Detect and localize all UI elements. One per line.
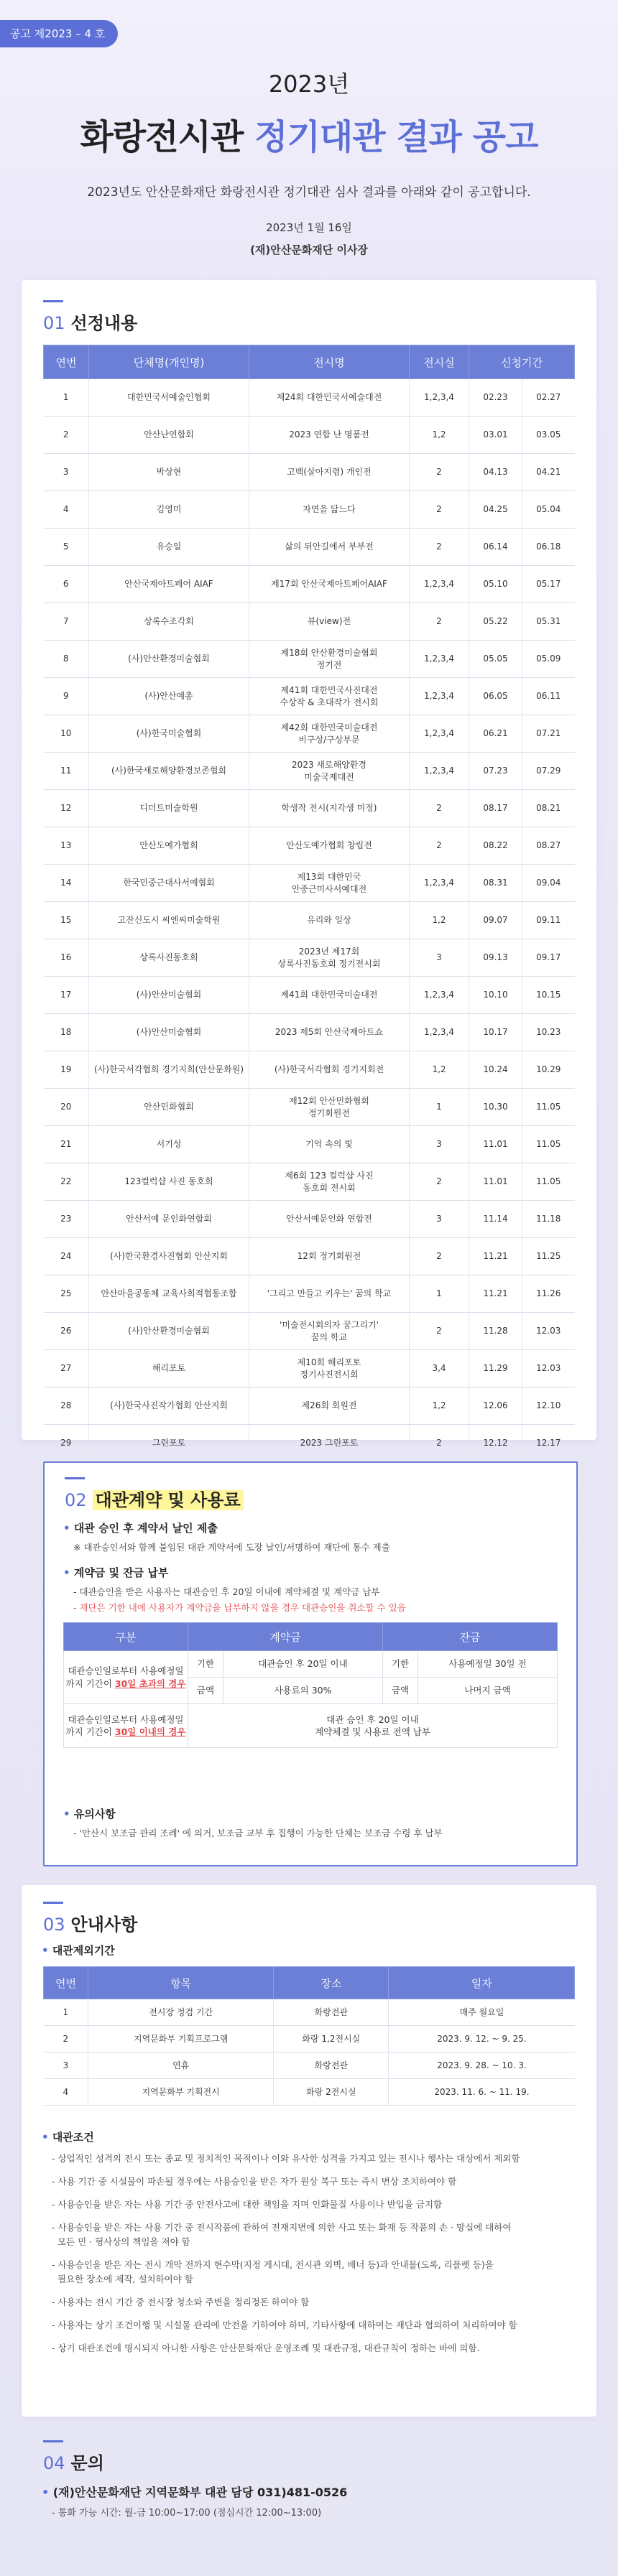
fee-table: [63, 1622, 558, 1748]
table-cell: 11.29: [469, 1350, 522, 1387]
table-cell: 1,2: [410, 417, 469, 454]
condition-item: - 사용승인을 받은 자는 사용 기간 중 전시작품에 관하여 전재지변에 의한 사고 또는 화재 등 작품의 손 · 망실에 대하여: [52, 2222, 512, 2233]
table-cell: 3,4: [410, 1350, 469, 1387]
table-cell: 1,2,3,4: [410, 379, 469, 417]
table-cell: 03.01: [469, 417, 522, 454]
table-row: [44, 1275, 575, 1313]
table-cell: 기억 속의 빛: [249, 1126, 410, 1163]
section3-number: 03: [43, 1915, 65, 1935]
table-cell: 2: [410, 1238, 469, 1275]
table-cell: 2: [410, 1313, 469, 1350]
table-cell: 06.21: [469, 715, 522, 753]
section1-number: 01: [43, 313, 65, 333]
table-row: [44, 1387, 575, 1425]
table-cell: 2023. 11. 6. ~ 11. 19.: [389, 2079, 575, 2106]
payment-note-2: - 재단은 기한 내에 사용자가 계약금을 납부하지 않을 경우 대관승인을 취소할 수 있음: [73, 1602, 406, 1613]
table-cell: 1,2,3,4: [410, 977, 469, 1014]
section1-title-text: 선정내용: [70, 313, 138, 333]
announcement-number-badge: 공고 제2023 – 4 호: [0, 20, 118, 47]
selection-table: [43, 345, 575, 1462]
table-row: [44, 1051, 575, 1089]
announcement-date: 2023년 1월 16일: [266, 221, 352, 234]
table-cell: 매주 월요일: [389, 1999, 575, 2026]
issuer-name: (재)안산문화재단 이사장: [250, 243, 368, 256]
table-cell: 10.10: [469, 977, 522, 1014]
table-cell: 04.25: [469, 491, 522, 529]
table-cell: 제18회 안산환경미술협회 정기전: [249, 641, 410, 678]
section3-title-text: 안내사항: [70, 1915, 138, 1935]
section2-box: [43, 1461, 578, 1866]
table-cell: 02.23: [469, 379, 522, 417]
table-cell: 화랑 2전시실: [274, 2079, 389, 2106]
table-cell: 2: [410, 790, 469, 827]
contact-hours: - 통화 가능 시간: 월-금 10:00~17:00 (점심시간 12:00~13:00): [52, 2508, 322, 2519]
table-cell: 11: [44, 753, 89, 790]
table-row: [44, 1238, 575, 1275]
table-cell: (사)한국서각협회 경기지회(안산문화원): [89, 1051, 249, 1089]
table-cell: 안산도예가협회: [89, 827, 249, 865]
table-cell: 자연을 닮느다: [249, 491, 410, 529]
table-cell: 학생작 전시(지각생 미정): [249, 790, 410, 827]
table-cell: 05.17: [522, 566, 574, 603]
table-cell: 11.01: [469, 1126, 522, 1163]
table-cell: 4: [44, 491, 89, 529]
table-cell: 상록수조각회: [89, 603, 249, 641]
conditions-heading: • 대관조건: [42, 2129, 94, 2144]
table-cell: 제41회 대한민국미술대전: [249, 977, 410, 1014]
table-row: [44, 566, 575, 603]
table-cell: 제24회 대한민국서예술대전: [249, 379, 410, 417]
table-cell: 05.05: [469, 641, 522, 678]
table-cell: 21: [44, 1126, 89, 1163]
table-cell: (사)한국환경사진협회 안산지회: [89, 1238, 249, 1275]
table-cell: 05.31: [522, 603, 574, 641]
table-cell: 09.17: [522, 939, 574, 977]
table-cell: 11.01: [469, 1163, 522, 1201]
notice-heading: • 유의사항: [63, 1806, 116, 1821]
table-cell: 제26회 회원전: [249, 1387, 410, 1425]
table-cell: 2023 새로해양환경 미술국제대전: [249, 753, 410, 790]
fee-row1-label: 대관승인일로부터 사용예정일까지 기간이 30일 초과의 경우: [64, 1651, 188, 1704]
section2-title-text: 대관계약 및 사용료: [93, 1490, 244, 1510]
table-header-cell: 항목: [88, 1967, 274, 1999]
table-cell: 3: [410, 1126, 469, 1163]
table-cell: 1,2,3,4: [410, 641, 469, 678]
table-cell: 08.27: [522, 827, 574, 865]
table-cell: 안산민화협회: [89, 1089, 249, 1126]
table-cell: 그린포토: [89, 1425, 249, 1462]
table-cell: 2023. 9. 12. ~ 9. 25.: [389, 2026, 575, 2052]
section2-title: [65, 1486, 244, 1511]
table-cell: 12.12: [469, 1425, 522, 1462]
table-cell: (사)안산예총: [89, 678, 249, 715]
table-cell: 고백(살아지렴) 개인전: [249, 454, 410, 491]
table-cell: 3: [410, 1201, 469, 1238]
condition-item: - 사용자는 상기 조건이행 및 시설물 관리에 만전을 기하여야 하며, 기타사항에 대하여는 재단과 협의하여 처리하여야 함: [52, 2320, 517, 2330]
table-cell: 08.17: [469, 790, 522, 827]
table-cell: 1,2: [410, 1387, 469, 1425]
table-row: [44, 641, 575, 678]
table-cell: 대한민국서예술인협회: [89, 379, 249, 417]
table-cell: 1,2,3,4: [410, 678, 469, 715]
table-cell: 고잔신도시 씨엔씨미술학원: [89, 902, 249, 939]
table-cell: 2: [410, 827, 469, 865]
table-cell: 17: [44, 977, 89, 1014]
table-cell: 1,2: [410, 1051, 469, 1089]
fee-header-balance: 잔금: [382, 1623, 557, 1651]
payment-heading: • 계약금 및 잔금 납부: [63, 1565, 168, 1580]
table-header-cell: 장소: [274, 1967, 389, 1999]
contract-submission-note: ※ 대관승인서와 함께 붙임된 대관 계약서에 도장 날인/서명하여 재단에 통수 제출: [73, 1542, 390, 1553]
table-row: [44, 1201, 575, 1238]
table-row: [44, 1126, 575, 1163]
fee-cell: 사용예정일 30일 전: [418, 1651, 557, 1678]
fee-header-deposit: 계약금: [188, 1623, 383, 1651]
table-header-cell: 일자: [389, 1967, 575, 1999]
section2-number: 02: [65, 1490, 87, 1510]
condition-item: - 상업적인 성격의 전시 또는 종교 및 정치적인 목적이나 이와 유사한 성격을 가지고 있는 전시나 행사는 대상에서 제외함: [52, 2153, 520, 2164]
table-cell: 9: [44, 678, 89, 715]
hero-year: 2023년: [268, 70, 350, 98]
table-header-cell: 전시실: [410, 345, 469, 379]
section3-title: [43, 1910, 137, 1935]
table-cell: 2: [410, 603, 469, 641]
table-cell: 28: [44, 1387, 89, 1425]
table-cell: 2: [410, 454, 469, 491]
table-cell: 25: [44, 1275, 89, 1313]
table-row: [44, 603, 575, 641]
table-cell: 11.21: [469, 1275, 522, 1313]
table-cell: 06.14: [469, 529, 522, 566]
table-cell: 07.21: [522, 715, 574, 753]
table-cell: 서기성: [89, 1126, 249, 1163]
table-cell: 14: [44, 865, 89, 902]
table-cell: 2: [44, 2026, 88, 2052]
table-row: [44, 939, 575, 977]
table-cell: 안산도예가협회 창립전: [249, 827, 410, 865]
table-cell: 1,2,3,4: [410, 1014, 469, 1051]
table-row: [44, 1014, 575, 1051]
table-cell: (사)안산환경미술협회: [89, 641, 249, 678]
table-cell: 12회 정기회원전: [249, 1238, 410, 1275]
section1-title: [43, 309, 137, 334]
table-row: [44, 1089, 575, 1126]
table-cell: 13: [44, 827, 89, 865]
table-cell: 12.03: [522, 1313, 574, 1350]
table-cell: 12.03: [522, 1350, 574, 1387]
table-cell: 11.14: [469, 1201, 522, 1238]
fee-row2-value: 대관 승인 후 20일 이내 계약체결 및 사용료 전액 납부: [188, 1704, 558, 1748]
table-cell: 2: [44, 417, 89, 454]
table-cell: 1: [44, 379, 89, 417]
table-cell: 12: [44, 790, 89, 827]
conditions-list: [52, 2152, 569, 2354]
table-cell: 2023년 제17회 상록사진동호회 정기전시회: [249, 939, 410, 977]
table-row: [44, 454, 575, 491]
table-cell: 05.22: [469, 603, 522, 641]
table-cell: 11.05: [522, 1163, 574, 1201]
table-row: [44, 790, 575, 827]
table-cell: 24: [44, 1238, 89, 1275]
table-header-cell: 연번: [44, 345, 89, 379]
table-cell: 디더트미술학원: [89, 790, 249, 827]
table-cell: 화랑전관: [274, 2052, 389, 2079]
fee-cell: 나머지 금액: [418, 1678, 557, 1704]
section4-title: [43, 2449, 104, 2474]
table-cell: 11.05: [522, 1089, 574, 1126]
table-cell: 제17회 안산국제아트페어AIAF: [249, 566, 410, 603]
table-row: [44, 678, 575, 715]
table-cell: 8: [44, 641, 89, 678]
table-cell: 04.13: [469, 454, 522, 491]
table-cell: 4: [44, 2079, 88, 2106]
table-cell: 11.28: [469, 1313, 522, 1350]
condition-item: - 사용승인을 받은 자는 전시 개막 전까지 현수막(지정 게시대, 전시관 외벽, 배너 등)과 안내물(도록, 리플렛 등)을: [52, 2259, 494, 2270]
table-row: [44, 1350, 575, 1387]
table-cell: 06.05: [469, 678, 522, 715]
table-cell: 08.21: [522, 790, 574, 827]
table-cell: 23: [44, 1201, 89, 1238]
table-cell: 20: [44, 1089, 89, 1126]
table-header-cell: 전시명: [249, 345, 410, 379]
table-cell: 7: [44, 603, 89, 641]
table-cell: 3: [44, 2052, 88, 2079]
table-cell: 11.26: [522, 1275, 574, 1313]
table-row: [44, 1425, 575, 1462]
table-cell: 12.17: [522, 1425, 574, 1462]
hero-header: [0, 66, 618, 257]
table-cell: 제6회 123 컬럭샵 사진 동호회 전시회: [249, 1163, 410, 1201]
table-cell: 12.10: [522, 1387, 574, 1425]
payment-note-1: - 대관승인을 받은 사용자는 대관승인 후 20일 이내에 계약체결 및 계약금 납부: [73, 1586, 380, 1597]
table-cell: 제42회 대한민국미술대전 비구상/구상부문: [249, 715, 410, 753]
table-cell: 유리와 일상: [249, 902, 410, 939]
table-cell: 안산국제아트페어 AIAF: [89, 566, 249, 603]
table-row: [44, 715, 575, 753]
table-cell: 04.21: [522, 454, 574, 491]
table-cell: '미술전시회의자 꿈그리기' 꿈의 학교: [249, 1313, 410, 1350]
table-cell: 09.11: [522, 902, 574, 939]
table-cell: 2: [410, 1163, 469, 1201]
table-cell: 15: [44, 902, 89, 939]
table-cell: 27: [44, 1350, 89, 1387]
table-cell: 한국민중근대사서예협회: [89, 865, 249, 902]
table-cell: (사)안산미술협회: [89, 1014, 249, 1051]
table-cell: 123컬럭샵 사진 동호회: [89, 1163, 249, 1201]
notice-note: - '안산시 보조금 관리 조례' 에 의거, 보조금 교부 후 집행이 가능한 단체는 보조금 수령 후 납부: [73, 1828, 443, 1838]
table-cell: 제41회 대한민국사진대전 수상작 & 초대작가 전시회: [249, 678, 410, 715]
table-header-cell: 연번: [44, 1967, 88, 1999]
condition-item: 필요한 장소에 제작, 설치하여야 함: [52, 2274, 193, 2284]
table-cell: 1,2,3,4: [410, 566, 469, 603]
contact-info: • (재)안산문화재단 지역문화부 대관 담당 031)481-0526: [42, 2483, 347, 2500]
table-cell: 10.23: [522, 1014, 574, 1051]
table-cell: 1,2: [410, 902, 469, 939]
table-cell: 06.18: [522, 529, 574, 566]
table-cell: 08.22: [469, 827, 522, 865]
title-main: 화랑전시관: [80, 117, 255, 157]
table-cell: 상록사진동호회: [89, 939, 249, 977]
table-cell: 10: [44, 715, 89, 753]
table-cell: 08.31: [469, 865, 522, 902]
table-cell: 2: [410, 1425, 469, 1462]
table-cell: 03.05: [522, 417, 574, 454]
table-cell: 안산서예문인화 연합전: [249, 1201, 410, 1238]
table-cell: 유승일: [89, 529, 249, 566]
table-cell: 화랑전관: [274, 1999, 389, 2026]
excluded-period-table: [43, 1966, 575, 2106]
table-cell: 1: [410, 1089, 469, 1126]
fee-header-category: 구분: [64, 1623, 188, 1651]
table-cell: 2023 그린포토: [249, 1425, 410, 1462]
table-cell: 김영미: [89, 491, 249, 529]
table-cell: 07.23: [469, 753, 522, 790]
condition-item: - 사용승인을 받은 자는 사용 기간 중 안전사고에 대한 책임을 지며 인화물질 사용이나 반입을 금지함: [52, 2199, 443, 2210]
table-cell: 박상현: [89, 454, 249, 491]
excluded-period-heading: • 대관제외기간: [42, 1943, 115, 1958]
table-cell: (사)한국새로해양환경보존협회: [89, 753, 249, 790]
table-cell: 안산난연합회: [89, 417, 249, 454]
table-cell: 지역문화부 기획전시: [88, 2079, 274, 2106]
table-cell: 10.15: [522, 977, 574, 1014]
table-cell: 16: [44, 939, 89, 977]
table-header-cell: 신청기간: [469, 345, 575, 379]
table-cell: '그리고 만들고 키우는' 꿈의 학교: [249, 1275, 410, 1313]
table-cell: 안산마을공동체 교육사회적협동조합: [89, 1275, 249, 1313]
table-row: [44, 2026, 575, 2052]
table-cell: 10.29: [522, 1051, 574, 1089]
condition-item: 모든 민 · 형사상의 책임을 져야 함: [52, 2236, 190, 2247]
table-cell: 11.05: [522, 1126, 574, 1163]
table-cell: 2: [410, 529, 469, 566]
table-cell: 18: [44, 1014, 89, 1051]
fee-cell: 금액: [382, 1678, 418, 1704]
fee-cell: 기한: [382, 1651, 418, 1678]
hero-description: 2023년도 안산문화재단 화랑전시관 정기대관 심사 결과를 아래와 같이 공고합니다.: [87, 185, 531, 200]
table-cell: 제10회 해리포토 정기사진전시회: [249, 1350, 410, 1387]
table-cell: 1,2,3,4: [410, 753, 469, 790]
title-accent: 정기대관 결과 공고: [254, 117, 538, 157]
table-cell: 22: [44, 1163, 89, 1201]
table-cell: 제13회 대한민국 안중근미사서예대전: [249, 865, 410, 902]
table-cell: 12.06: [469, 1387, 522, 1425]
fee-cell: 대관승인 후 20일 이내: [223, 1651, 383, 1678]
table-row: [44, 865, 575, 902]
table-cell: 뷰(view)전: [249, 603, 410, 641]
table-cell: 10.24: [469, 1051, 522, 1089]
contract-submission-heading: • 대관 승인 후 계약서 날인 제출: [63, 1520, 218, 1535]
table-row: [44, 1163, 575, 1201]
section4-title-text: 문의: [70, 2453, 104, 2473]
table-row: [44, 827, 575, 865]
table-cell: 19: [44, 1051, 89, 1089]
page-title: [0, 109, 618, 159]
table-row: [44, 1313, 575, 1350]
table-cell: 05.10: [469, 566, 522, 603]
table-row: [44, 753, 575, 790]
table-cell: 09.13: [469, 939, 522, 977]
table-cell: 10.30: [469, 1089, 522, 1126]
table-cell: 해리포토: [89, 1350, 249, 1387]
table-cell: 09.04: [522, 865, 574, 902]
table-cell: 07.29: [522, 753, 574, 790]
condition-item: - 사용자는 전시 기간 중 전시장 청소와 주변을 정리정돈 하여야 함: [52, 2297, 310, 2307]
table-row: [44, 1999, 575, 2026]
fee-cell: 기한: [188, 1651, 223, 1678]
table-row: [44, 491, 575, 529]
table-row: [44, 902, 575, 939]
table-cell: 02.27: [522, 379, 574, 417]
table-row: [44, 2052, 575, 2079]
table-cell: 연휴: [88, 2052, 274, 2079]
table-cell: 안산서예 문인화연합회: [89, 1201, 249, 1238]
table-cell: 10.17: [469, 1014, 522, 1051]
fee-cell: 금액: [188, 1678, 223, 1704]
table-cell: (사)한국미술협회: [89, 715, 249, 753]
table-cell: 2023. 9. 28. ~ 10. 3.: [389, 2052, 575, 2079]
table-cell: 05.09: [522, 641, 574, 678]
table-row: [44, 379, 575, 417]
table-row: [44, 2079, 575, 2106]
table-cell: 11.25: [522, 1238, 574, 1275]
table-row: [44, 529, 575, 566]
table-cell: (사)한국사진작가협회 안산지회: [89, 1387, 249, 1425]
table-cell: 3: [410, 939, 469, 977]
table-cell: 1,2,3,4: [410, 715, 469, 753]
table-cell: 06.11: [522, 678, 574, 715]
table-cell: 29: [44, 1425, 89, 1462]
table-cell: 2023 제5회 안산국제아트쇼: [249, 1014, 410, 1051]
table-cell: 1,2,3,4: [410, 865, 469, 902]
table-row: [44, 977, 575, 1014]
table-cell: 3: [44, 454, 89, 491]
table-cell: 1: [410, 1275, 469, 1313]
table-cell: 전시장 정검 기간: [88, 1999, 274, 2026]
table-cell: (사)안산환경미술협회: [89, 1313, 249, 1350]
section4-number: 04: [43, 2453, 65, 2473]
table-cell: (사)한국서각협회 경기지회전: [249, 1051, 410, 1089]
table-cell: 2023 연합 난 명품전: [249, 417, 410, 454]
table-cell: 05.04: [522, 491, 574, 529]
table-cell: 09.07: [469, 902, 522, 939]
table-cell: 2: [410, 491, 469, 529]
fee-cell: 사용료의 30%: [223, 1678, 383, 1704]
table-cell: (사)안산미술협회: [89, 977, 249, 1014]
condition-item: - 사용 기간 중 시설물이 파손될 경우에는 사용승인을 받은 자가 원상 복구 또는 즉시 변상 조치하여야 함: [52, 2176, 457, 2187]
table-cell: 11.18: [522, 1201, 574, 1238]
table-header-cell: 단체명(개인명): [89, 345, 249, 379]
fee-row2-label: 대관승인일로부터 사용예정일까지 기간이 30일 이내의 경우: [64, 1704, 188, 1748]
table-cell: 제12회 안산민화협회 정기회원전: [249, 1089, 410, 1126]
table-cell: 26: [44, 1313, 89, 1350]
table-cell: 5: [44, 529, 89, 566]
table-cell: 1: [44, 1999, 88, 2026]
table-cell: 지역문화부 기획프로그램: [88, 2026, 274, 2052]
table-cell: 11.21: [469, 1238, 522, 1275]
condition-item: - 상기 대관조건에 명시되지 아니한 사항은 안산문화재단 운영조례 및 대관규정, 대관규칙이 정하는 바에 의함.: [52, 2343, 480, 2353]
table-row: [44, 417, 575, 454]
table-cell: 화랑 1,2전시실: [274, 2026, 389, 2052]
table-cell: 6: [44, 566, 89, 603]
table-cell: 삶의 뒤안길에서 부부전: [249, 529, 410, 566]
